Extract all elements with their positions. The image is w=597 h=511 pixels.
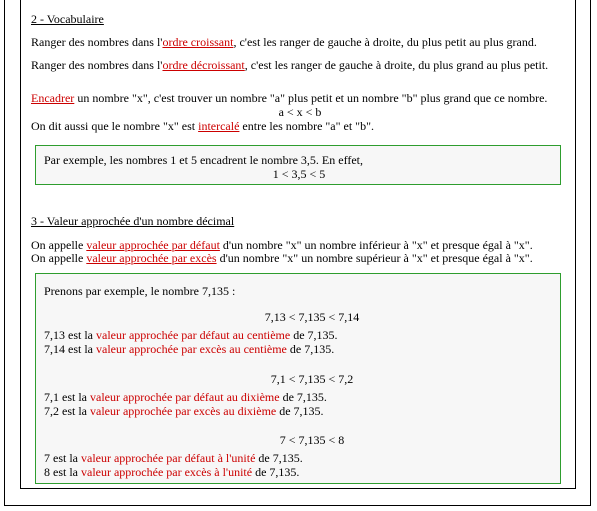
example-formula: 1 < 3,5 < 5: [272, 167, 326, 181]
result-exces-centieme: [44, 342, 334, 356]
text: un nombre "x", c'est trouver un nombre "a" plus petit et un nombre "b" plus grand que ce nombre.: [74, 91, 548, 105]
term-ordre-decroissant: ordre décroissant: [162, 58, 245, 72]
text: de 7,135.: [279, 390, 327, 404]
text: 7,2 est la: [44, 404, 90, 418]
example-text: Par exemple, les nombres 1 et 5 encadrent le nombre 3,5. En effet,: [44, 153, 364, 167]
term-ordre-croissant: ordre croissant: [162, 35, 234, 49]
term-valeur-defaut: valeur approchée par défaut: [86, 238, 220, 252]
text: 7 est la: [44, 451, 81, 465]
text: de 7,135.: [276, 404, 324, 418]
encadrement-formula: a < x < b: [278, 105, 322, 119]
section-3-heading: 3 - Valeur approchée d'un nombre décimal: [31, 214, 235, 228]
section-2-heading: 2 - Vocabulaire: [31, 12, 104, 26]
example-box-valeur-approchee: [35, 273, 561, 484]
text: 7,1 est la: [44, 390, 90, 404]
formula-dixieme: 7,1 < 7,135 < 7,2: [270, 372, 354, 386]
highlight: valeur approchée par excès au centième: [96, 342, 287, 356]
paragraph-ordre-decroissant: [31, 58, 548, 72]
text: de 7,135.: [290, 328, 338, 342]
text: On appelle: [31, 238, 87, 252]
text: 7,14 est la: [44, 342, 96, 356]
result-exces-unite: [44, 465, 299, 479]
example-box-encadrement: [35, 145, 561, 185]
text: On appelle: [31, 251, 87, 265]
text: Ranger des nombres dans l': [31, 35, 163, 49]
formula-centieme: 7,13 < 7,135 < 7,14: [264, 310, 360, 324]
text: Ranger des nombres dans l': [31, 58, 163, 72]
paragraph-valeur-exces: [31, 251, 533, 265]
result-exces-dixieme: [44, 404, 324, 418]
text: d'un nombre "x" un nombre supérieur à "x" et presque égal à "x".: [216, 251, 533, 265]
result-defaut-unite: [44, 451, 303, 465]
text: On dit aussi que le nombre "x" est: [31, 119, 199, 133]
text: 7,13 est la: [44, 328, 96, 342]
paragraph-valeur-defaut: [31, 238, 533, 252]
paragraph-intercale: [31, 119, 374, 133]
text: 8 est la: [44, 465, 81, 479]
text: entre les nombre "a" et "b".: [239, 119, 374, 133]
text: , c'est les ranger de gauche à droite, du plus grand au plus petit.: [244, 58, 549, 72]
highlight: valeur approchée par excès au dixième: [90, 404, 277, 418]
text: de 7,135.: [252, 465, 300, 479]
highlight: valeur approchée par excès à l'unité: [81, 465, 253, 479]
example-intro: Prenons par exemple, le nombre 7,135 :: [44, 284, 236, 298]
text: d'un nombre "x" un nombre inférieur à "x" et presque égal à "x".: [219, 238, 533, 252]
paragraph-ordre-croissant: [31, 35, 537, 49]
highlight: valeur approchée par défaut au dixième: [90, 390, 280, 404]
text: , c'est les ranger de gauche à droite, du plus petit au plus grand.: [233, 35, 537, 49]
formula-unite: 7 < 7,135 < 8: [279, 433, 345, 447]
term-valeur-exces: valeur approchée par excès: [86, 251, 217, 265]
result-defaut-centieme: [44, 328, 338, 342]
text: de 7,135.: [286, 342, 335, 356]
term-encadrer: Encadrer: [31, 91, 75, 105]
paragraph-encadrer: [31, 91, 547, 105]
term-intercale: intercalé: [198, 119, 240, 133]
result-defaut-dixieme: [44, 390, 327, 404]
highlight: valeur approchée par défaut au centième: [96, 328, 291, 342]
highlight: valeur approchée par défaut à l'unité: [81, 451, 256, 465]
text: de 7,135.: [255, 451, 303, 465]
